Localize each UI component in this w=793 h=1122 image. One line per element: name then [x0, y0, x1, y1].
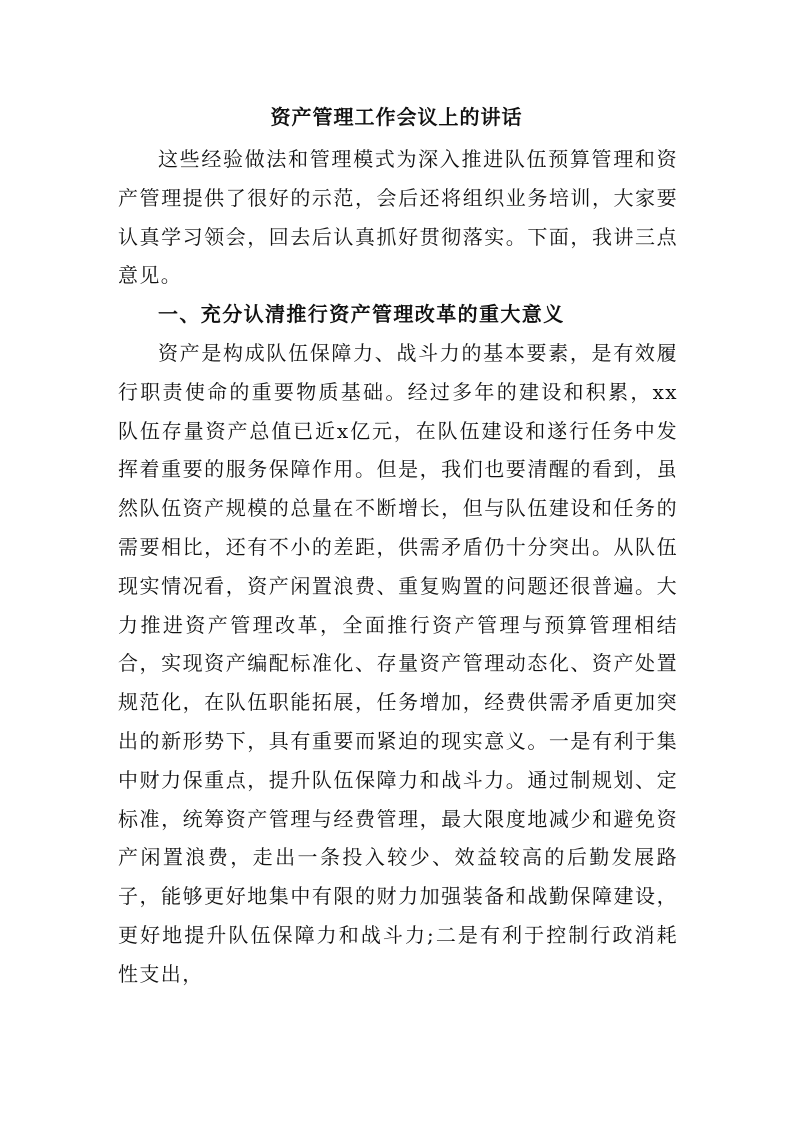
paragraph-section-1: 资产是构成队伍保障力、战斗力的基本要素，是有效履行职责使命的重要物质基础。经过多年的建设和积累，xx队伍存量资产总值已近x亿元，在队伍建设和遂行任务中发挥着重要的服务保障作用。但是，我们也要清醒的看到，虽然队伍资产规模的总量在不断增长，但与队伍建设和任务的需要相比，还有不小的差距，供需矛盾仍十分突出。从队伍现实情况看，资产闲置浪费、重复购置的问题还很普遍。大力推进资产管理改革，全面推行资产管理与预算管理相结合，实现资产编配标准化、存量资产管理动态化、资产处置规范化，在队伍职能拓展，任务增加，经费供需矛盾更加突出的新形势下，具有重要而紧迫的现实意义。一是有利于集中财力保重点，提升队伍保障力和战斗力。通过制规划、定标准，统筹资产管理与经费管理，最大限度地减少和避免资产闲置浪费，走出一条投入较少、效益较高的后勤发展路子，能够更好地集中有限的财力加强装备和战勤保障建设，更好地提升队伍保障力和战斗力;二是有利于控制行政消耗性支出， [118, 340, 678, 986]
section-heading-1: 一、充分认清推行资产管理改革的重大意义 [158, 302, 565, 327]
document-title: 资产管理工作会议上的讲话 [270, 105, 523, 129]
paragraph-intro: 这些经验做法和管理模式为深入推进队伍预算管理和资产管理提供了很好的示范，会后还将组织业务培训，大家要认真学习领会，回去后认真抓好贯彻落实。下面，我讲三点意见。 [118, 147, 678, 288]
document-body [118, 140, 678, 994]
